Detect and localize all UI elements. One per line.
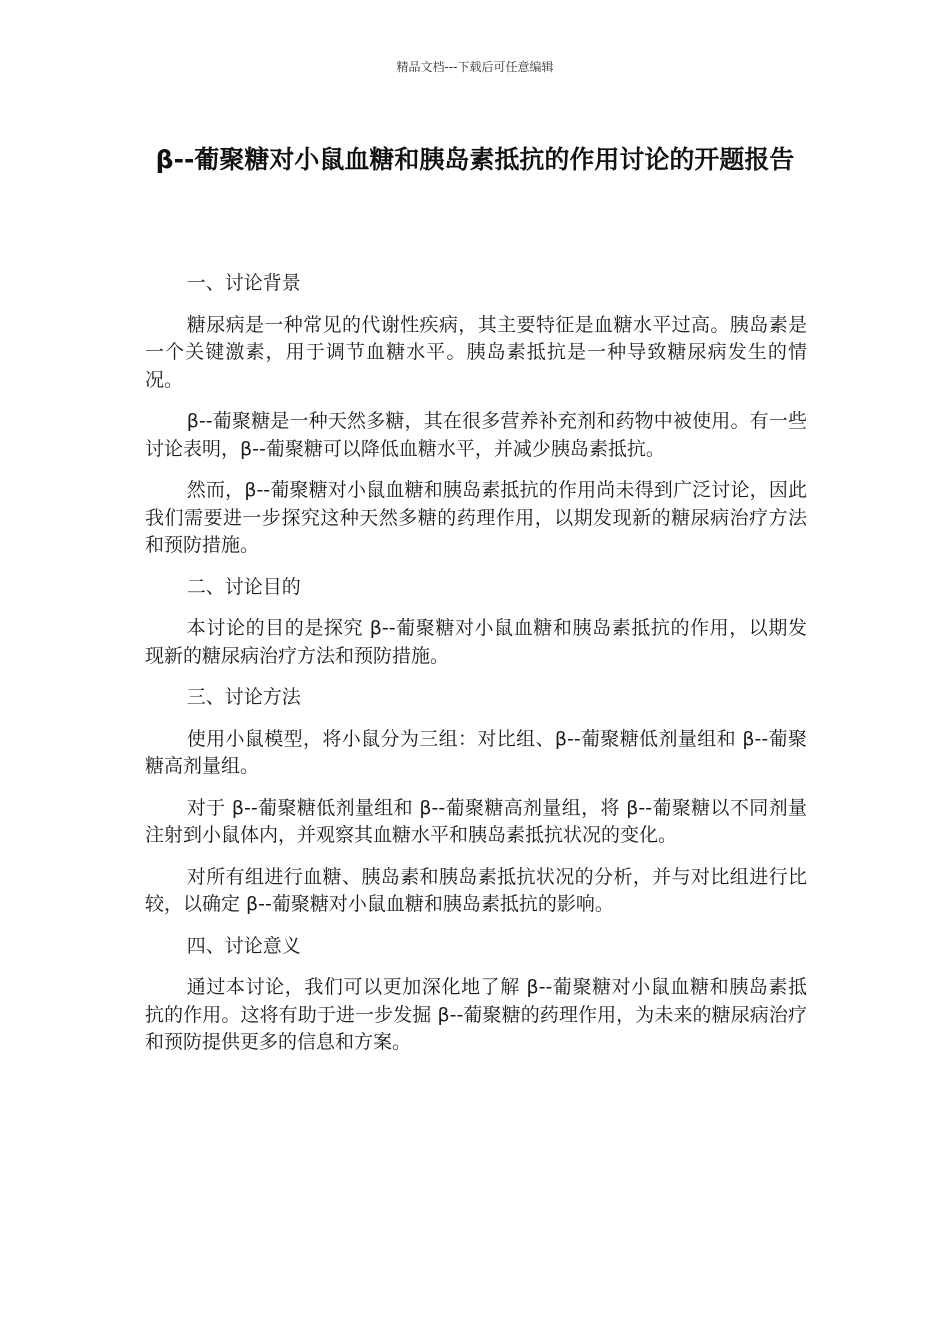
section-heading-background: 一、讨论背景 — [186, 272, 301, 294]
paragraph: 使用小鼠模型，将小鼠分为三组：对比组、β--葡聚糖低剂量组和 β--葡聚糖高剂量组。 — [145, 727, 807, 777]
paragraph: 然而，β--葡聚糖对小鼠血糖和胰岛素抵抗的作用尚未得到广泛讨论，因此我们需要进一步探究这种天然多糖的药理作用，以期发现新的糖尿病治疗方法和预防措施。 — [145, 479, 807, 556]
section-heading-methods: 三、讨论方法 — [186, 686, 301, 708]
paragraph: 糖尿病是一种常见的代谢性疾病，其主要特征是血糖水平过高。胰岛素是一个关键激素，用于调节血糖水平。胰岛素抵抗是一种导致糖尿病发生的情况。 — [145, 313, 807, 391]
section-heading-purpose: 二、讨论目的 — [186, 575, 301, 598]
document-title: β--葡聚糖对小鼠血糖和胰岛素抵抗的作用讨论的开题报告 — [155, 145, 795, 174]
paragraph: 对所有组进行血糖、胰岛素和胰岛素抵抗状况的分析，并与对比组进行比较，以确定 β--葡聚糖对小鼠血糖和胰岛素抵抗的影响。 — [145, 865, 807, 915]
paragraph: 对于 β--葡聚糖低剂量组和 β--葡聚糖高剂量组，将 β--葡聚糖以不同剂量注射到小鼠体内，并观察其血糖水平和胰岛素抵抗状况的变化。 — [145, 796, 807, 846]
document-body — [145, 270, 807, 1071]
paragraph: 本讨论的目的是探究 β--葡聚糖对小鼠血糖和胰岛素抵抗的作用，以期发现新的糖尿病治疗方法和预防措施。 — [145, 617, 807, 667]
paragraph: 通过本讨论，我们可以更加深化地了解 β--葡聚糖对小鼠血糖和胰岛素抵抗的作用。这将有助于进一步发掘 β--葡聚糖的药理作用，为未来的糖尿病治疗和预防提供更多的信息和方案。 — [145, 976, 807, 1053]
section-heading-significance: 四、讨论意义 — [186, 934, 301, 957]
paragraph: β--葡聚糖是一种天然多糖，其在很多营养补充剂和药物中被使用。有一些讨论表明，β--葡聚糖可以降低血糖水平，并减少胰岛素抵抗。 — [145, 410, 807, 460]
header-note: 精品文档---下载后可任意编辑 — [396, 60, 554, 74]
